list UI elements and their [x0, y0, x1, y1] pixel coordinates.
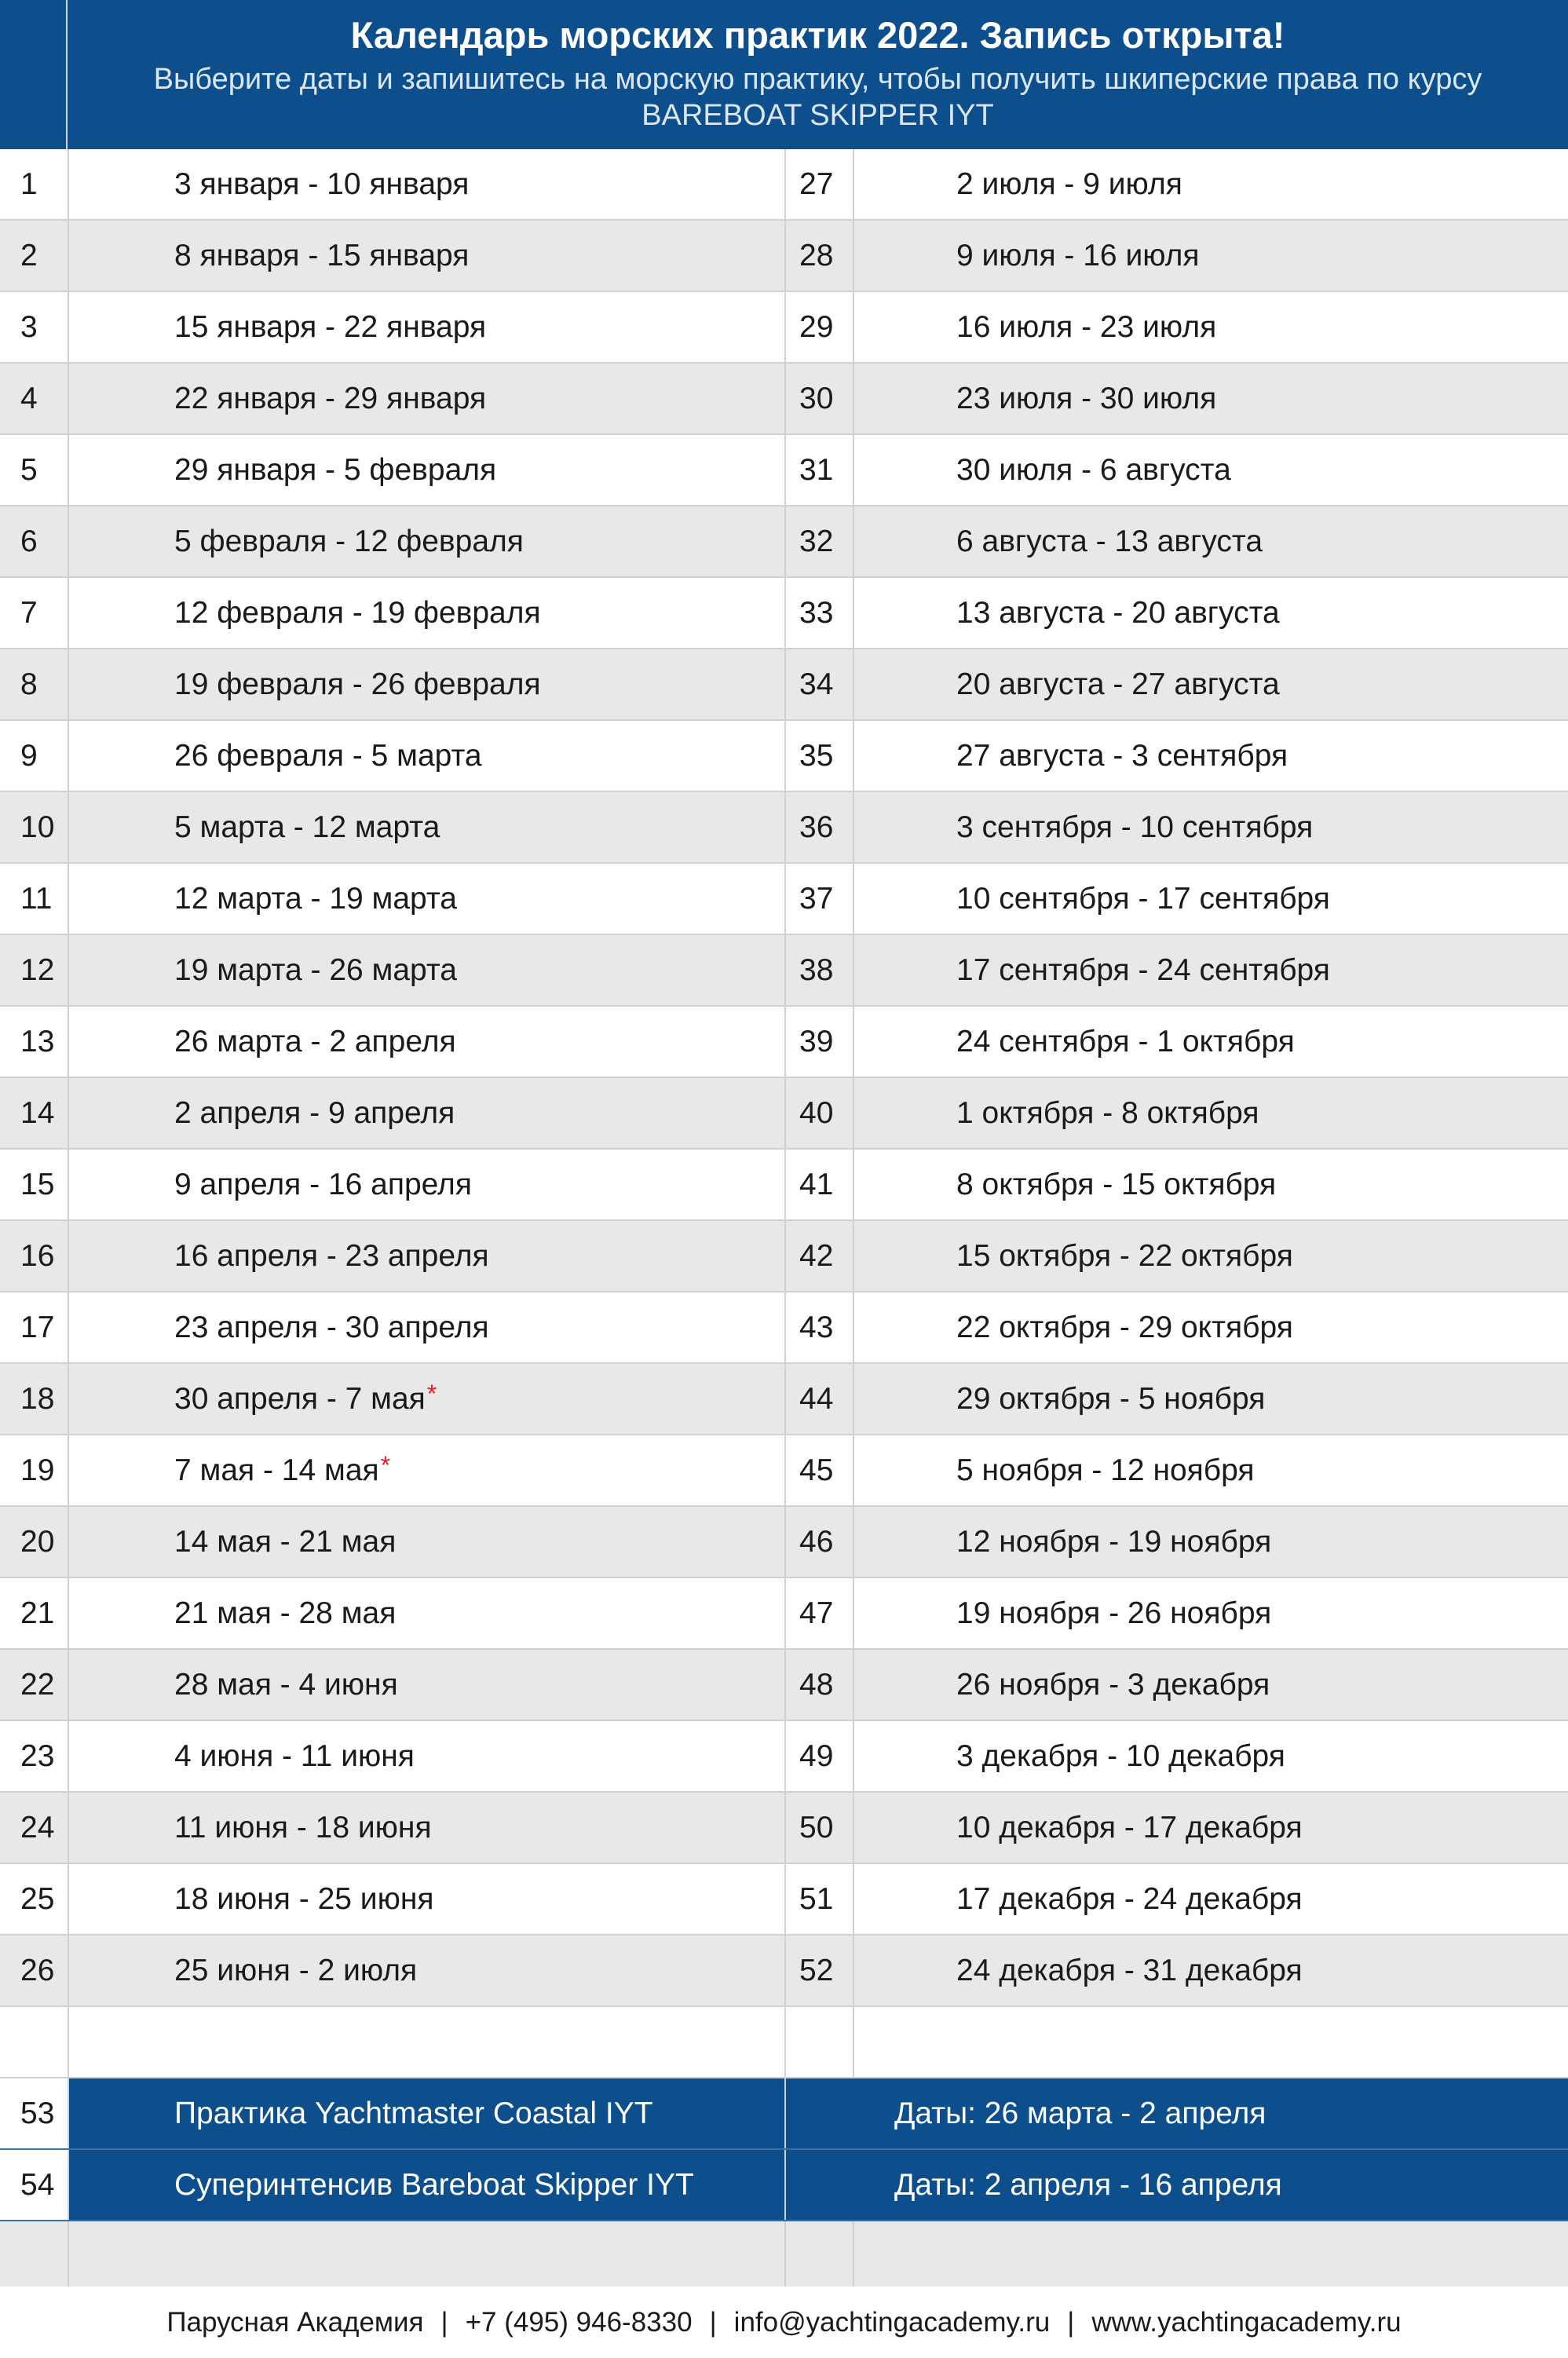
header-index-cell [0, 0, 68, 149]
practice-dates-text: 12 марта - 19 марта [174, 881, 457, 916]
practice-dates [69, 364, 786, 433]
table-row [0, 1936, 1568, 2007]
practice-dates-text: 26 февраля - 5 марта [174, 738, 482, 773]
row-number [0, 149, 69, 219]
row-number [0, 578, 69, 648]
practice-dates [69, 649, 786, 719]
row-number-text: 42 [799, 1238, 834, 1273]
practice-dates [854, 1292, 1568, 1362]
practice-dates [854, 649, 1568, 719]
row-number [786, 935, 854, 1005]
row-number [0, 1936, 69, 2005]
row-number [0, 792, 69, 862]
empty-cell [0, 2221, 69, 2291]
row-number [0, 649, 69, 719]
practice-dates-text: 6 августа - 13 августа [956, 524, 1263, 558]
footer-separator: | [440, 2306, 448, 2338]
row-number [0, 506, 69, 576]
practice-dates-text: 12 ноября - 19 ноября [956, 1524, 1272, 1559]
row-number [786, 364, 854, 433]
practice-dates [854, 1793, 1568, 1863]
row-number [786, 1078, 854, 1148]
footer-website[interactable]: www.yachtingacademy.ru [1091, 2306, 1402, 2338]
row-number [786, 721, 854, 791]
practice-dates [69, 292, 786, 362]
practice-dates [854, 435, 1568, 505]
row-number [0, 935, 69, 1005]
row-number [0, 435, 69, 505]
table-row [0, 1721, 1568, 1793]
row-number-text: 1 [20, 166, 38, 201]
row-number-text: 13 [20, 1024, 55, 1058]
practice-dates-text: 5 марта - 12 марта [174, 810, 440, 844]
row-number-text: 41 [799, 1167, 834, 1201]
row-number-text: 37 [799, 881, 834, 916]
row-number-text: 12 [20, 952, 55, 987]
table-row [0, 1007, 1568, 1078]
table-row [0, 435, 1568, 506]
row-number [786, 1364, 854, 1434]
practice-dates [854, 721, 1568, 791]
table-row [0, 721, 1568, 792]
row-number [786, 1007, 854, 1077]
row-number [786, 578, 854, 648]
practice-dates-text: 10 декабря - 17 декабря [956, 1810, 1303, 1844]
row-number [0, 2150, 69, 2220]
practice-dates-text: 2 июля - 9 июля [956, 166, 1182, 201]
table-row [0, 1078, 1568, 1150]
page-subtitle [68, 61, 1568, 133]
row-number [0, 1364, 69, 1434]
row-number-text: 26 [20, 1953, 55, 1987]
practice-dates-text: 22 октября - 29 октября [956, 1310, 1293, 1344]
row-number-text: 36 [799, 810, 834, 844]
practice-dates [854, 1936, 1568, 2005]
practice-dates-text: 9 апреля - 16 апреля [174, 1167, 472, 1201]
practice-dates [69, 1150, 786, 1219]
row-number [786, 1292, 854, 1362]
row-number-text: 33 [799, 595, 834, 630]
table-row [0, 864, 1568, 935]
row-number [786, 506, 854, 576]
row-number-text: 52 [799, 1953, 834, 1987]
row-number-text: 14 [20, 1095, 55, 1130]
footnote-mark: * [380, 1450, 391, 1479]
row-number [0, 1435, 69, 1505]
row-number [786, 1578, 854, 1648]
special-program-row [0, 2150, 1568, 2221]
row-number [786, 1150, 854, 1219]
program-title-text: Суперинтенсив Bareboat Skipper IYT [174, 2167, 694, 2202]
row-number [786, 1650, 854, 1720]
row-number-text: 6 [20, 524, 38, 558]
practice-dates [854, 364, 1568, 433]
footer-phone[interactable]: +7 (495) 946-8330 [465, 2306, 693, 2338]
row-number [786, 649, 854, 719]
row-number [786, 221, 854, 291]
practice-dates [854, 578, 1568, 648]
row-number-text: 8 [20, 667, 38, 701]
practice-dates-text: 7 мая - 14 мая* [174, 1450, 391, 1487]
practice-dates [854, 935, 1568, 1005]
practice-dates-text: 17 сентября - 24 сентября [956, 952, 1330, 987]
row-number [0, 1864, 69, 1934]
table-row [0, 1435, 1568, 1507]
practice-dates [854, 149, 1568, 219]
practice-dates-text: 16 июля - 23 июля [956, 309, 1217, 344]
practice-dates-text: 3 сентября - 10 сентября [956, 810, 1314, 844]
row-number [786, 864, 854, 934]
row-number-text: 38 [799, 952, 834, 987]
practice-dates [854, 1150, 1568, 1219]
row-number-text: 32 [799, 524, 834, 558]
practice-dates-text: 19 февраля - 26 февраля [174, 667, 541, 701]
row-number-text: 49 [799, 1738, 834, 1773]
row-number-text: 31 [799, 452, 834, 487]
practice-dates-text: 13 августа - 20 августа [956, 595, 1280, 630]
table-row [0, 935, 1568, 1007]
row-number [786, 1793, 854, 1863]
footer-separator: | [1067, 2306, 1075, 2338]
row-number-text: 39 [799, 1024, 834, 1058]
practice-dates-text: 28 мая - 4 июня [174, 1667, 398, 1702]
practice-dates [854, 792, 1568, 862]
practice-dates [854, 1650, 1568, 1720]
practice-dates [69, 792, 786, 862]
row-number [0, 1150, 69, 1219]
row-number [0, 1078, 69, 1148]
row-number [0, 721, 69, 791]
practice-dates-text: 23 июля - 30 июля [956, 381, 1217, 415]
row-number [786, 1435, 854, 1505]
practice-dates-text: 5 февраля - 12 февраля [174, 524, 524, 558]
row-number-text: 48 [799, 1667, 834, 1702]
program-dates [786, 2078, 1568, 2148]
page-title: Календарь морских практик 2022. Запись открыта! [350, 14, 1285, 56]
practice-dates-text: 20 августа - 27 августа [956, 667, 1280, 701]
row-number-text: 44 [799, 1381, 834, 1416]
footer-separator: | [709, 2306, 717, 2338]
practice-dates [854, 864, 1568, 934]
row-number-text: 27 [799, 166, 834, 201]
row-number [0, 2078, 69, 2148]
row-number-text: 43 [799, 1310, 834, 1344]
header-banner [0, 0, 1568, 149]
practice-dates-text: 14 мая - 21 мая [174, 1524, 397, 1559]
practice-dates-text: 30 апреля - 7 мая* [174, 1379, 437, 1416]
row-number [0, 1507, 69, 1577]
table-row [0, 364, 1568, 435]
footer-email[interactable]: info@yachtingacademy.ru [733, 2306, 1051, 2338]
row-number-text: 40 [799, 1095, 834, 1130]
row-number [786, 149, 854, 219]
table-row [0, 292, 1568, 364]
empty-cell [786, 2221, 854, 2291]
row-number-text: 22 [20, 1667, 55, 1702]
row-number [0, 364, 69, 433]
row-number [0, 221, 69, 291]
row-number [786, 1721, 854, 1791]
row-number-text: 15 [20, 1167, 55, 1201]
row-number [786, 792, 854, 862]
practice-dates-text: 1 октября - 8 октября [956, 1095, 1259, 1130]
row-number-text: 47 [799, 1596, 834, 1630]
row-number [786, 435, 854, 505]
practice-dates [854, 1864, 1568, 1934]
practice-dates [69, 1578, 786, 1648]
table-row [0, 792, 1568, 864]
practice-dates [854, 292, 1568, 362]
row-number [786, 292, 854, 362]
row-number-text: 28 [799, 238, 834, 272]
table-row [0, 649, 1568, 721]
practice-dates [69, 1364, 786, 1434]
practice-dates-text: 10 сентября - 17 сентября [956, 881, 1330, 916]
row-number-text: 29 [799, 309, 834, 344]
practice-dates-text: 12 февраля - 19 февраля [174, 595, 541, 630]
table-row [0, 1507, 1568, 1578]
footnote-mark: * [426, 1379, 437, 1408]
program-dates-text: Даты: 2 апреля - 16 апреля [894, 2167, 1282, 2202]
table-row [0, 149, 1568, 221]
practice-dates-text: 8 октября - 15 октября [956, 1167, 1277, 1201]
practice-dates [69, 1007, 786, 1077]
row-number [0, 1650, 69, 1720]
practice-dates-text: 29 января - 5 февраля [174, 452, 497, 487]
row-number [786, 1221, 854, 1291]
row-number-text: 11 [20, 881, 53, 916]
table-row [0, 1650, 1568, 1721]
practice-dates-text: 19 ноября - 26 ноября [956, 1596, 1272, 1630]
practice-dates [69, 1078, 786, 1148]
practice-dates [69, 1936, 786, 2005]
empty-cell [69, 2221, 786, 2291]
row-number-text: 18 [20, 1381, 55, 1416]
row-number [0, 292, 69, 362]
footer-org: Парусная Академия [166, 2306, 424, 2338]
blank-row [0, 2221, 1568, 2293]
row-number-text: 4 [20, 381, 38, 415]
practice-dates [69, 864, 786, 934]
practice-dates [854, 1078, 1568, 1148]
program-title [69, 2150, 786, 2220]
practice-dates [69, 1721, 786, 1791]
practice-dates-text: 9 июля - 16 июля [956, 238, 1200, 272]
footer-contacts [0, 2287, 1568, 2358]
practice-dates-text: 11 июня - 18 июня [174, 1810, 432, 1844]
row-number [786, 1864, 854, 1934]
practice-dates-text: 27 августа - 3 сентября [956, 738, 1288, 773]
row-number [786, 1507, 854, 1577]
practice-dates-text: 3 января - 10 января [174, 166, 470, 201]
empty-cell [69, 2007, 786, 2077]
subtitle-line-2: BAREBOAT SKIPPER IYT [641, 99, 994, 132]
row-number-text: 2 [20, 238, 38, 272]
row-number-text: 30 [799, 381, 834, 415]
table-row [0, 221, 1568, 292]
program-title-text: Практика Yachtmaster Coastal IYT [174, 2096, 653, 2130]
practice-dates [69, 1221, 786, 1291]
row-number [786, 1936, 854, 2005]
practice-dates-text: 16 апреля - 23 апреля [174, 1238, 489, 1273]
row-number-text: 51 [799, 1881, 834, 1916]
table-row [0, 1793, 1568, 1864]
row-number-text: 25 [20, 1881, 55, 1916]
practice-dates [69, 506, 786, 576]
practice-dates-text: 15 января - 22 января [174, 309, 487, 344]
row-number-text: 9 [20, 738, 38, 773]
row-number [0, 1793, 69, 1863]
empty-cell [854, 2221, 1568, 2291]
practice-dates [69, 721, 786, 791]
program-title [69, 2078, 786, 2148]
table-row [0, 1364, 1568, 1435]
practice-dates-text: 8 января - 15 января [174, 238, 470, 272]
row-number-text: 7 [20, 595, 38, 630]
practice-dates-text: 5 ноября - 12 ноября [956, 1453, 1255, 1487]
program-dates-text: Даты: 26 марта - 2 апреля [894, 2096, 1266, 2130]
row-number-text: 19 [20, 1453, 55, 1487]
empty-cell [0, 2007, 69, 2077]
row-number [0, 1292, 69, 1362]
table-row [0, 1292, 1568, 1364]
empty-cell [854, 2007, 1568, 2077]
program-dates [786, 2150, 1568, 2220]
blank-row [0, 2007, 1568, 2078]
empty-cell [786, 2007, 854, 2077]
table-row [0, 506, 1568, 578]
practice-dates [854, 1221, 1568, 1291]
practice-dates-text: 29 октября - 5 ноября [956, 1381, 1266, 1416]
practice-dates-text: 23 апреля - 30 апреля [174, 1310, 489, 1344]
practice-dates-text: 15 октября - 22 октября [956, 1238, 1293, 1273]
table-row [0, 578, 1568, 649]
practice-dates [854, 1007, 1568, 1077]
practice-dates [69, 149, 786, 219]
row-number-text: 3 [20, 309, 38, 344]
row-number [0, 1221, 69, 1291]
row-number [0, 864, 69, 934]
practice-dates-text: 19 марта - 26 марта [174, 952, 457, 987]
practice-dates [854, 1364, 1568, 1434]
practice-dates [69, 221, 786, 291]
practice-dates-text: 26 марта - 2 апреля [174, 1024, 456, 1058]
practice-dates [69, 1650, 786, 1720]
row-number-text: 23 [20, 1738, 55, 1773]
row-number-text: 10 [20, 810, 55, 844]
practice-dates-text: 2 апреля - 9 апреля [174, 1095, 455, 1130]
row-number-text: 54 [20, 2167, 55, 2202]
practice-dates-text: 17 декабря - 24 декабря [956, 1881, 1303, 1916]
row-number-text: 53 [20, 2096, 55, 2130]
practice-dates-text: 4 июня - 11 июня [174, 1738, 415, 1773]
practice-dates [854, 1721, 1568, 1791]
row-number-text: 45 [799, 1453, 834, 1487]
practice-dates [69, 1507, 786, 1577]
row-number-text: 34 [799, 667, 834, 701]
practice-dates [69, 1793, 786, 1863]
practice-dates [69, 1292, 786, 1362]
row-number [0, 1007, 69, 1077]
practice-dates [854, 221, 1568, 291]
row-number-text: 16 [20, 1238, 55, 1273]
practice-dates [854, 506, 1568, 576]
row-number-text: 21 [20, 1596, 55, 1630]
row-number-text: 46 [799, 1524, 834, 1559]
practice-dates-text: 24 декабря - 31 декабря [956, 1953, 1303, 1987]
row-number-text: 20 [20, 1524, 55, 1559]
practice-dates-text: 26 ноября - 3 декабря [956, 1667, 1270, 1702]
row-number-text: 17 [20, 1310, 55, 1344]
row-number [0, 1578, 69, 1648]
table-row [0, 1864, 1568, 1936]
practice-dates [69, 578, 786, 648]
practice-dates [69, 1435, 786, 1505]
practice-dates-text: 3 декабря - 10 декабря [956, 1738, 1285, 1773]
practice-dates [69, 1864, 786, 1934]
practice-dates [854, 1578, 1568, 1648]
practice-dates [854, 1507, 1568, 1577]
row-number-text: 5 [20, 452, 38, 487]
practice-dates [69, 435, 786, 505]
practice-dates [69, 935, 786, 1005]
special-program-row [0, 2078, 1568, 2150]
practice-dates-text: 25 июня - 2 июля [174, 1953, 418, 1987]
practice-dates [854, 1435, 1568, 1505]
practice-dates-text: 22 января - 29 января [174, 381, 487, 415]
row-number-text: 24 [20, 1810, 55, 1844]
row-number [0, 1721, 69, 1791]
practice-dates-text: 30 июля - 6 августа [956, 452, 1231, 487]
table-row [0, 1221, 1568, 1292]
row-number-text: 50 [799, 1810, 834, 1844]
practice-dates-text: 24 сентября - 1 октября [956, 1024, 1295, 1058]
practice-dates-text: 18 июня - 25 июня [174, 1881, 434, 1916]
practice-dates-text: 21 мая - 28 мая [174, 1596, 397, 1630]
row-number-text: 35 [799, 738, 834, 773]
subtitle-line-1: Выберите даты и запишитесь на морскую практику, чтобы получить шкиперские права по курсу [153, 63, 1482, 96]
table-row [0, 1578, 1568, 1650]
table-row [0, 1150, 1568, 1221]
